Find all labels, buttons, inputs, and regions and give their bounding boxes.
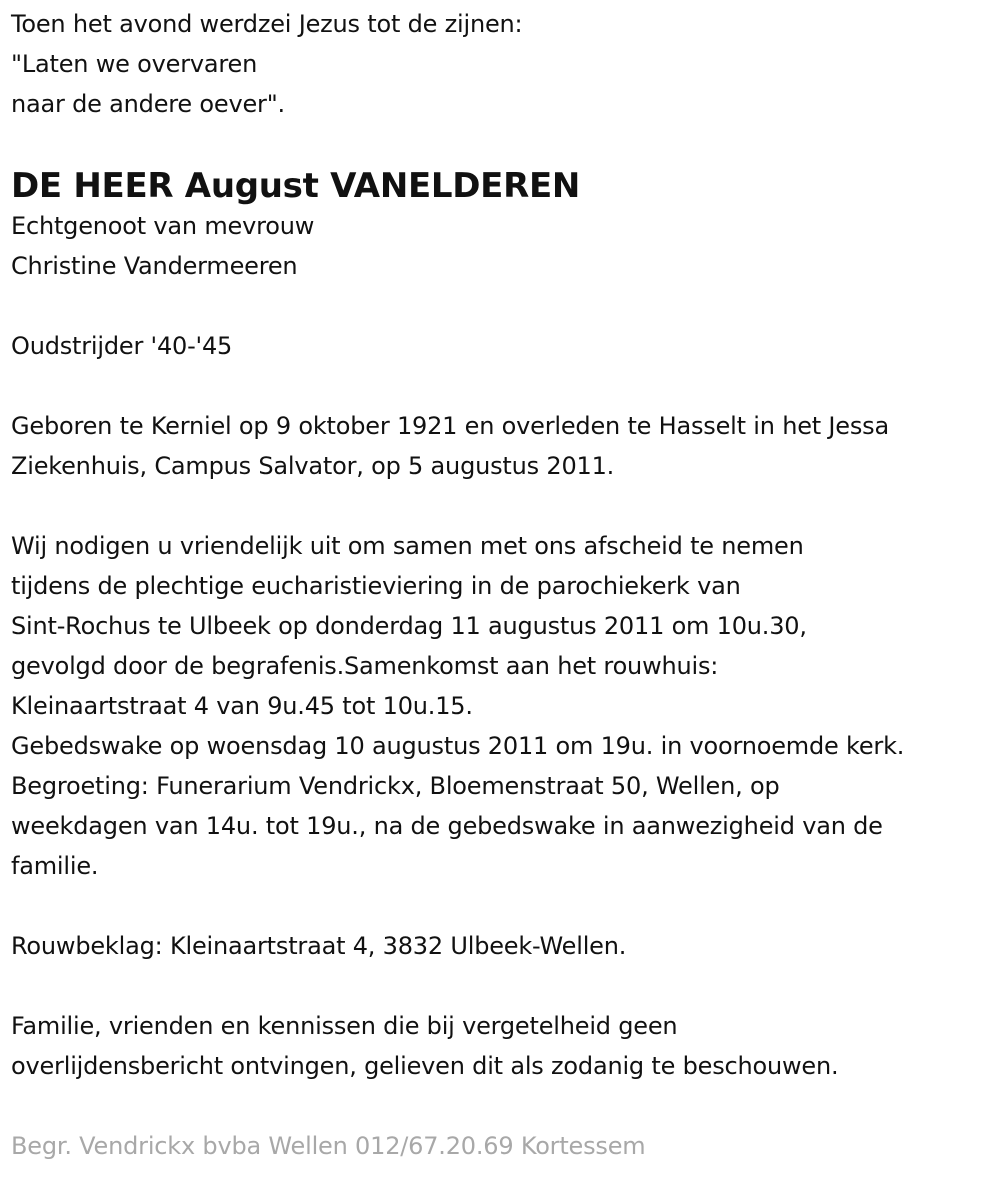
invitation-paragraph [11,526,996,886]
quote-line: naar de andere oever". [11,90,285,118]
paragraph-line: overlijdensbericht ontvingen, gelieven dit als zodanig te beschouwen. [11,1052,839,1080]
paragraph-line: Begroeting: Funerarium Vendrickx, Bloemenstraat 50, Wellen, op [11,772,780,800]
spouse-info [11,206,996,286]
paragraph-line: Kleinaartstraat 4 van 9u.45 tot 10u.15. [11,692,473,720]
spacer [11,366,996,406]
birth-death-paragraph [11,406,996,486]
spouse-line: Christine Vandermeeren [11,252,298,280]
paragraph-line: Gebedswake op woensdag 10 augustus 2011 om 19u. in voornoemde kerk. [11,732,905,760]
paragraph-line: Wij nodigen u vriendelijk uit om samen met ons afscheid te nemen [11,532,804,560]
paragraph-line: gevolgd door de begrafenis.Samenkomst aan het rouwhuis: [11,652,719,680]
distinction: Oudstrijder '40-'45 [11,332,233,360]
notice-paragraph [11,1006,996,1086]
spacer [11,286,996,326]
paragraph-line: Familie, vrienden en kennissen die bij vergetelheid geen [11,1012,678,1040]
spacer [11,486,996,526]
obituary-document [11,4,996,1166]
paragraph-line: Geboren te Kerniel op 9 oktober 1921 en overleden te Hasselt in het Jessa [11,412,889,440]
paragraph-line: tijdens de plechtige eucharistieviering in de parochiekerk van [11,572,741,600]
paragraph-line: weekdagen van 14u. tot 19u., na de gebedswake in aanwezigheid van de [11,812,883,840]
paragraph-line: Ziekenhuis, Campus Salvator, op 5 augustus 2011. [11,452,615,480]
funeral-home-footer: Begr. Vendrickx bvba Wellen 012/67.20.69 Kortessem [11,1132,646,1160]
quote-line: "Laten we overvaren [11,50,258,78]
spacer [11,886,996,926]
quote-line: Toen het avond werdzei Jezus tot de zijnen: [11,10,523,38]
paragraph-line: familie. [11,852,99,880]
condolences-address: Rouwbeklag: Kleinaartstraat 4, 3832 Ulbeek-Wellen. [11,932,627,960]
spouse-line: Echtgenoot van mevrouw [11,212,315,240]
spacer [11,966,996,1006]
spacer [11,1086,996,1126]
paragraph-line: Sint-Rochus te Ulbeek op donderdag 11 augustus 2011 om 10u.30, [11,612,807,640]
bible-quote [11,4,996,124]
deceased-name-title: DE HEER August VANELDEREN [11,166,581,206]
